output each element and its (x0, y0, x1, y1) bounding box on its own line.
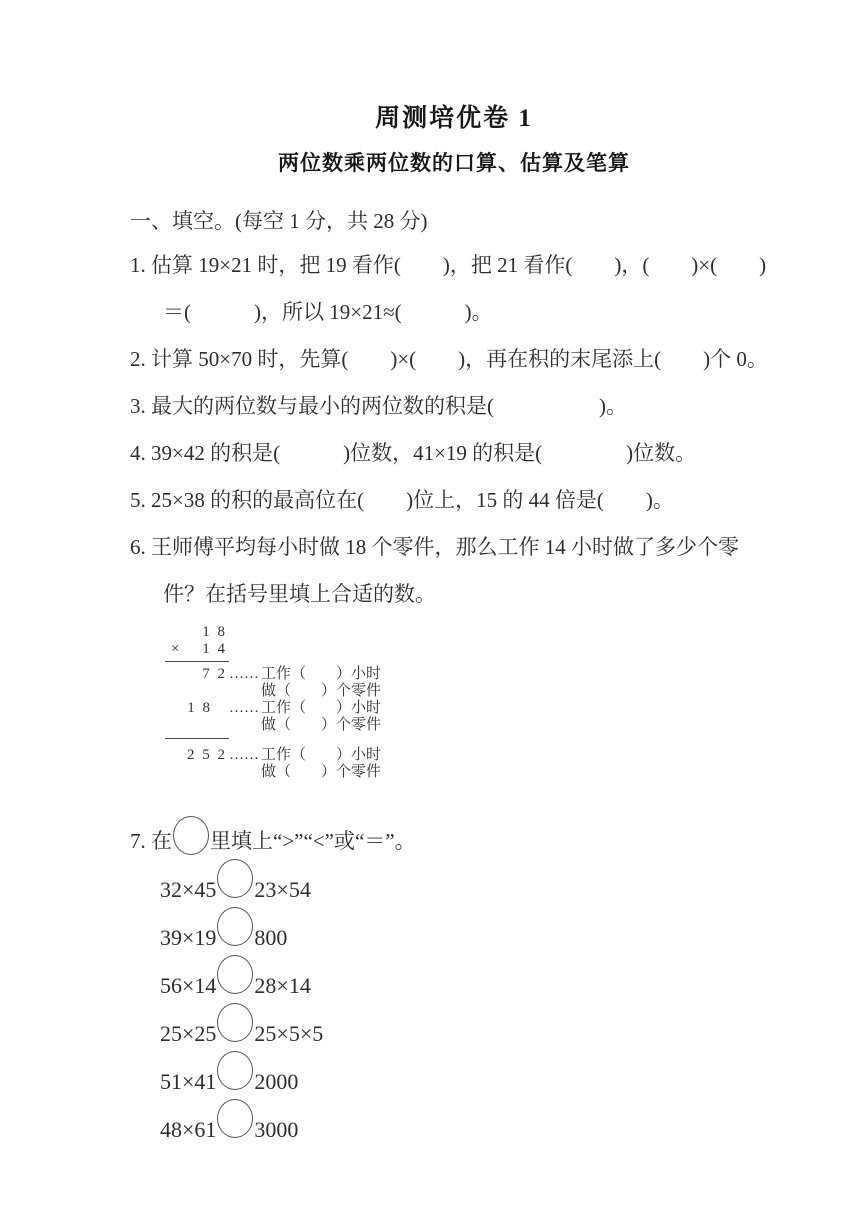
question-6-line-2: 件？在括号里填上合适的数。 (163, 582, 436, 606)
mult-row-partial-2 (165, 700, 778, 734)
comparison-row-1 (160, 857, 778, 905)
mult-row-product (165, 747, 778, 781)
mult-rule-line-1 (165, 661, 229, 662)
mult-row-multiplicand (165, 624, 778, 641)
section-heading: 一、填空。(每空 1 分，共 28 分) (130, 209, 428, 233)
answer-circle (217, 1051, 253, 1090)
dots-leader: …… (229, 747, 259, 763)
partial-product-1: 7 2 (202, 666, 227, 682)
question-6 (130, 524, 778, 618)
mult-row-partial-1 (165, 666, 778, 700)
annotation-work-hours-1: 工作（ ）小时 (261, 666, 382, 682)
comparison-row-5 (160, 1049, 778, 1097)
multiplicand: 1 8 (202, 624, 227, 640)
comparison-left: 56×14 (160, 973, 217, 998)
comparison-left: 51×41 (160, 1069, 217, 1094)
question-1-line-1: 1. 估算 19×21 时，把 19 看作( )，把 21 看作( )，( )×( ) (130, 253, 767, 277)
comparison-row-2 (160, 905, 778, 953)
answer-circle (217, 1003, 253, 1042)
comparison-right: 28×14 (254, 973, 311, 998)
question-1 (130, 242, 778, 336)
annotation-parts-made-2: 做（ ）个零件 (261, 717, 382, 733)
comparison-row-4 (160, 1001, 778, 1049)
dots-leader: …… (229, 700, 259, 716)
multiply-sign-icon: × (171, 641, 180, 657)
question-1-line-2: ＝( )，所以 19×21≈( )。 (163, 300, 493, 324)
page-subtitle: 两位数乘两位数的口算、估算及笔算 (278, 151, 630, 175)
answer-circle (217, 859, 253, 898)
comparison-right: 3000 (254, 1117, 299, 1142)
partial-product-2: 1 8 (187, 700, 212, 716)
dots-leader: …… (229, 666, 259, 682)
annotation-parts-made-3: 做（ ）个零件 (261, 764, 382, 780)
comparison-right: 2000 (254, 1069, 299, 1094)
mult-row-multiplier (165, 641, 778, 658)
answer-circle (173, 816, 209, 855)
question-5: 5. 25×38 的积的最高位在( )位上，15 的 44 倍是( )。 (130, 488, 674, 512)
final-product: 2 5 2 (187, 747, 227, 763)
answer-circle (217, 1099, 253, 1138)
annotation-parts-made-1: 做（ ）个零件 (261, 683, 382, 699)
comparison-row-3 (160, 953, 778, 1001)
question-6-line-1: 6. 王师傅平均每小时做 18 个零件，那么工作 14 小时做了多少个零 (130, 535, 739, 559)
comparison-left: 32×45 (160, 877, 217, 902)
annotation-group-1 (261, 666, 381, 700)
comparison-right: 23×54 (254, 877, 311, 902)
mult-rule-line-2 (165, 738, 229, 739)
comparison-left: 48×61 (160, 1117, 217, 1142)
annotation-work-hours-3: 工作（ ）小时 (261, 747, 382, 763)
answer-circle (217, 907, 253, 946)
question-7-prefix: 7. 在 (130, 829, 172, 853)
annotation-group-2 (261, 700, 381, 734)
page-title: 周测培优卷 1 (375, 105, 533, 132)
question-7-suffix: 里填上“>”“<”或“＝”。 (210, 829, 416, 853)
question-4: 4. 39×42 的积是( )位数，41×19 的积是( )位数。 (130, 441, 697, 465)
annotation-work-hours-2: 工作（ ）小时 (261, 700, 382, 716)
vertical-multiplication (165, 624, 778, 781)
comparison-right: 800 (254, 925, 288, 950)
annotation-group-3 (261, 747, 381, 781)
comparison-left: 39×19 (160, 925, 217, 950)
question-7 (130, 811, 778, 857)
multiplier: 1 4 (202, 641, 227, 657)
comparison-row-6 (160, 1097, 778, 1145)
comparison-left: 25×25 (160, 1021, 217, 1046)
answer-circle (217, 955, 253, 994)
question-3: 3. 最大的两位数与最小的两位数的积是( )。 (130, 394, 627, 418)
comparison-right: 25×5×5 (254, 1021, 324, 1046)
question-2: 2. 计算 50×70 时，先算( )×( )，再在积的末尾添上( )个 0。 (130, 347, 768, 371)
